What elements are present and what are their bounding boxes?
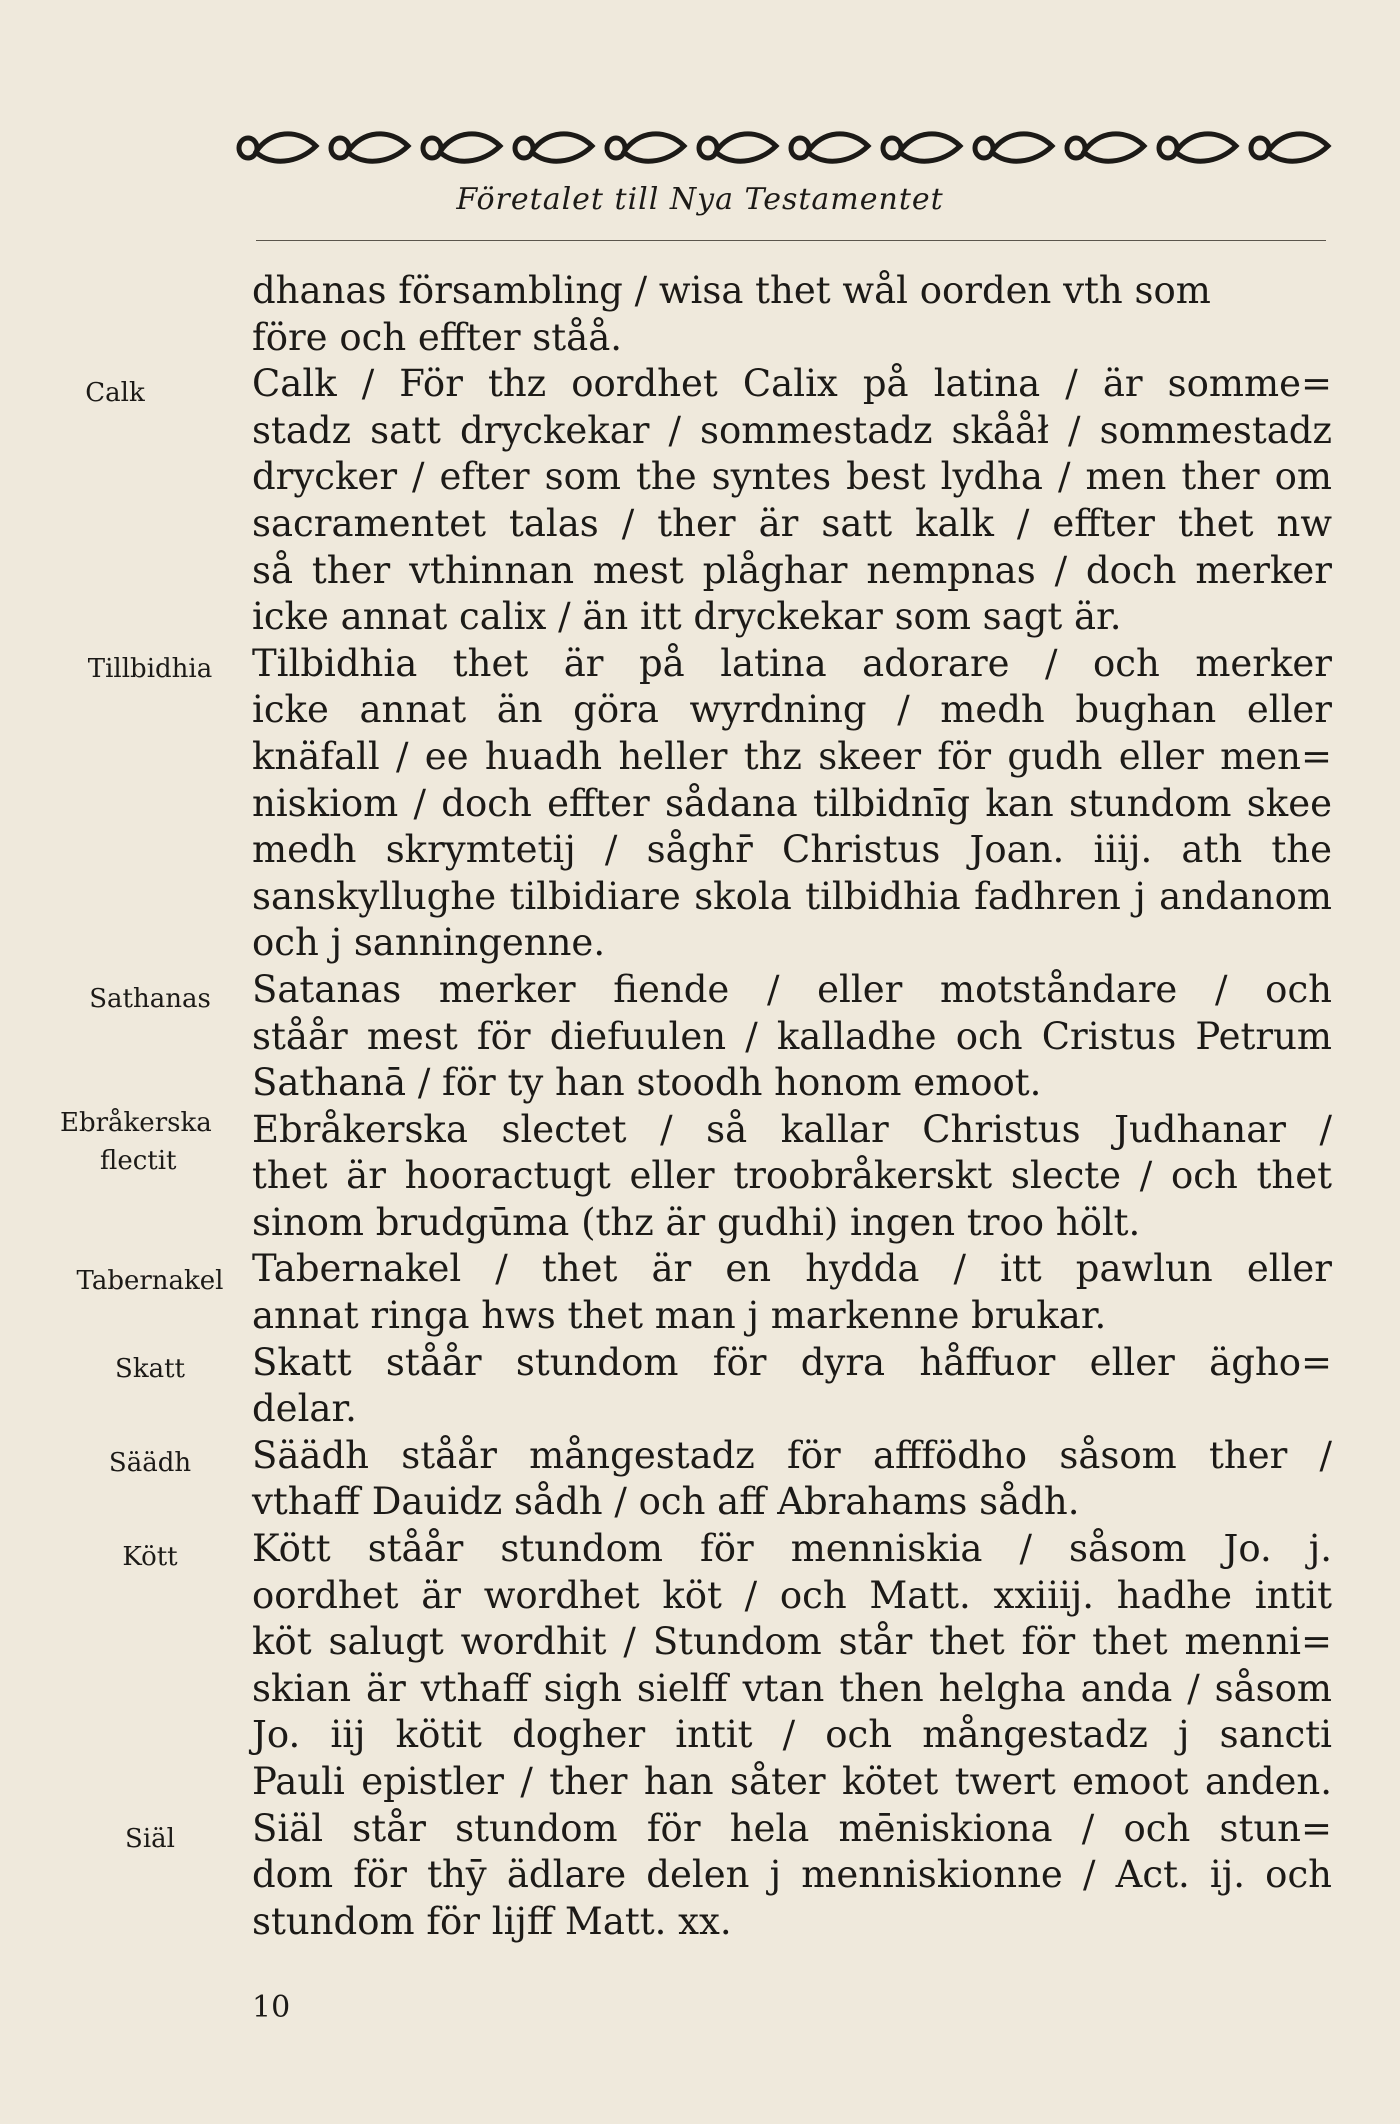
ornament-loop [440, 134, 500, 161]
ornament-loop [1268, 134, 1328, 161]
ornament-link [791, 138, 809, 158]
ornament-link [239, 138, 257, 158]
margin-note-sathanas: Sathanas [89, 984, 211, 1014]
margin-note-skatt: Skatt [115, 1354, 185, 1384]
ornament-link [423, 138, 441, 158]
text-line: Kött ståår stundom för menniskia / såsom Jo. j. [252, 1527, 1332, 1571]
text-line: så ther vthinnan mest plåghar nempnas / doch merker [252, 548, 1332, 592]
text-line: icke annat än göra wyrdning / medh bughan eller [252, 688, 1332, 732]
ornament-link [1251, 138, 1269, 158]
text-line: sacramentet talas / ther är satt kalk / effter thet nw [252, 501, 1332, 545]
text-line: Sathanā / för ty han stoodh honom emoot. [252, 1061, 1042, 1105]
text-line: Calk / För thz oordhet Calix på latina / är somme= [252, 362, 1332, 406]
ornament-link [1067, 138, 1085, 158]
ornament-loop [716, 134, 776, 161]
text-line: före och effter ståå. [252, 315, 623, 359]
text-line: oordhet är wordhet köt / och Matt. xxiiij. hadhe intit [252, 1573, 1332, 1617]
running-head: Företalet till Nya Testamentet [456, 182, 944, 217]
ornament-loop [1084, 134, 1144, 161]
page-number: 10 [252, 1990, 291, 2025]
text-line: stadz satt dryckekar / sommestadz skååł / sommestadz [252, 408, 1332, 452]
text-line: icke annat calix / än itt dryckekar som sagt är. [252, 595, 1122, 639]
text-line: Skatt ståår stundom för dyra håffuor eller ägho= [252, 1340, 1332, 1384]
ornament-loop [1176, 134, 1236, 161]
text-line: vthaff Dauidz sådh / och aff Abrahams sådh. [252, 1480, 1080, 1524]
text-line: Säädh ståår mångestadz för afffödho såsom ther / [252, 1433, 1332, 1477]
text-line: Tilbidhia thet är på latina adorare / och merker [252, 641, 1332, 685]
margin-note-kott: Kött [122, 1542, 178, 1572]
text-line: dhanas försambling / wisa thet wål oorden vth som [252, 269, 1211, 312]
text-line: delar. [252, 1387, 357, 1431]
ornament-loop [532, 134, 592, 161]
text-line: medh skrymtetij / såghr̄ Christus Joan. iiij. ath the [252, 828, 1332, 872]
margin-note-saadh: Säädh [108, 1448, 192, 1478]
margin-note-tabernakel: Tabernakel [76, 1266, 224, 1296]
text-line: dom för thȳ ädlare delen j menniskionne / Act. ij. och [252, 1853, 1332, 1897]
ornament-loop [624, 134, 684, 161]
text-line: ståår mest för diefuulen / kalladhe och Cristus Petrum [252, 1014, 1332, 1058]
ornament-link [331, 138, 349, 158]
ornament-loop [808, 134, 868, 161]
text-line: Ebråkerska slectet / så kallar Christus Judhanar / [252, 1107, 1332, 1151]
text-line: skian är vthaff sigh sielff vtan then helgha anda / såsom [252, 1666, 1332, 1710]
ornament-link [975, 138, 993, 158]
text-line: sinom brudgūma (thz är gudhi) ingen troo hölt. [252, 1200, 1141, 1244]
ornament-loop [992, 134, 1052, 161]
text-line: Satanas merker fiende / eller motståndare / och [252, 967, 1332, 1011]
text-line: köt salugt wordhit / Stundom står thet för thet menni= [252, 1620, 1332, 1664]
text-line: och j sanningenne. [252, 921, 606, 965]
margin-note-calk: Calk [85, 378, 145, 408]
text-line: stundom för lijff Matt. xx. [252, 1899, 732, 1943]
ornament-loop [348, 134, 408, 161]
decorative-border-ornament [236, 122, 1340, 174]
text-line: drycker / efter som the syntes best lydha / men ther om [252, 455, 1332, 499]
ornament-link [699, 138, 717, 158]
text-line: Tabernakel / thet är en hydda / itt pawlun eller [252, 1247, 1332, 1291]
header-rule [256, 240, 1326, 241]
ornament-link [515, 138, 533, 158]
margin-note-flectit: flectit [100, 1146, 177, 1176]
margin-note-tillbidhia: Tillbidhia [87, 654, 213, 684]
ornament-link [883, 138, 901, 158]
text-line: Siäl står stundom för hela mēniskiona / och stun= [252, 1806, 1332, 1850]
text-line: thet är hooractugt eller troobråkerskt slecte / och thet [252, 1154, 1332, 1198]
text-line: sanskyllughe tilbidiare skola tilbidhia fadhren j andanom [252, 874, 1332, 918]
text-line: knäfall / ee huadh heller thz skeer för gudh eller men= [252, 734, 1332, 778]
ornament-loop [256, 134, 316, 161]
text-line: Jo. iij kötit dogher intit / och mångestadz j sancti [252, 1713, 1332, 1757]
margin-note-ebrakerska: Ebråkerska [60, 1108, 212, 1138]
text-line: annat ringa hws thet man j markenne brukar. [252, 1294, 1107, 1338]
text-line: niskiom / doch effter sådana tilbidnīg kan stundom skee [252, 781, 1332, 825]
ornament-link [607, 138, 625, 158]
main-text-block [252, 268, 1332, 1945]
ornament-loop [900, 134, 960, 161]
ornament-link [1159, 138, 1177, 158]
text-line: Pauli epistler / ther han såter kötet twert emoot anden. [252, 1760, 1332, 1803]
margin-note-sial: Siäl [125, 1824, 175, 1854]
